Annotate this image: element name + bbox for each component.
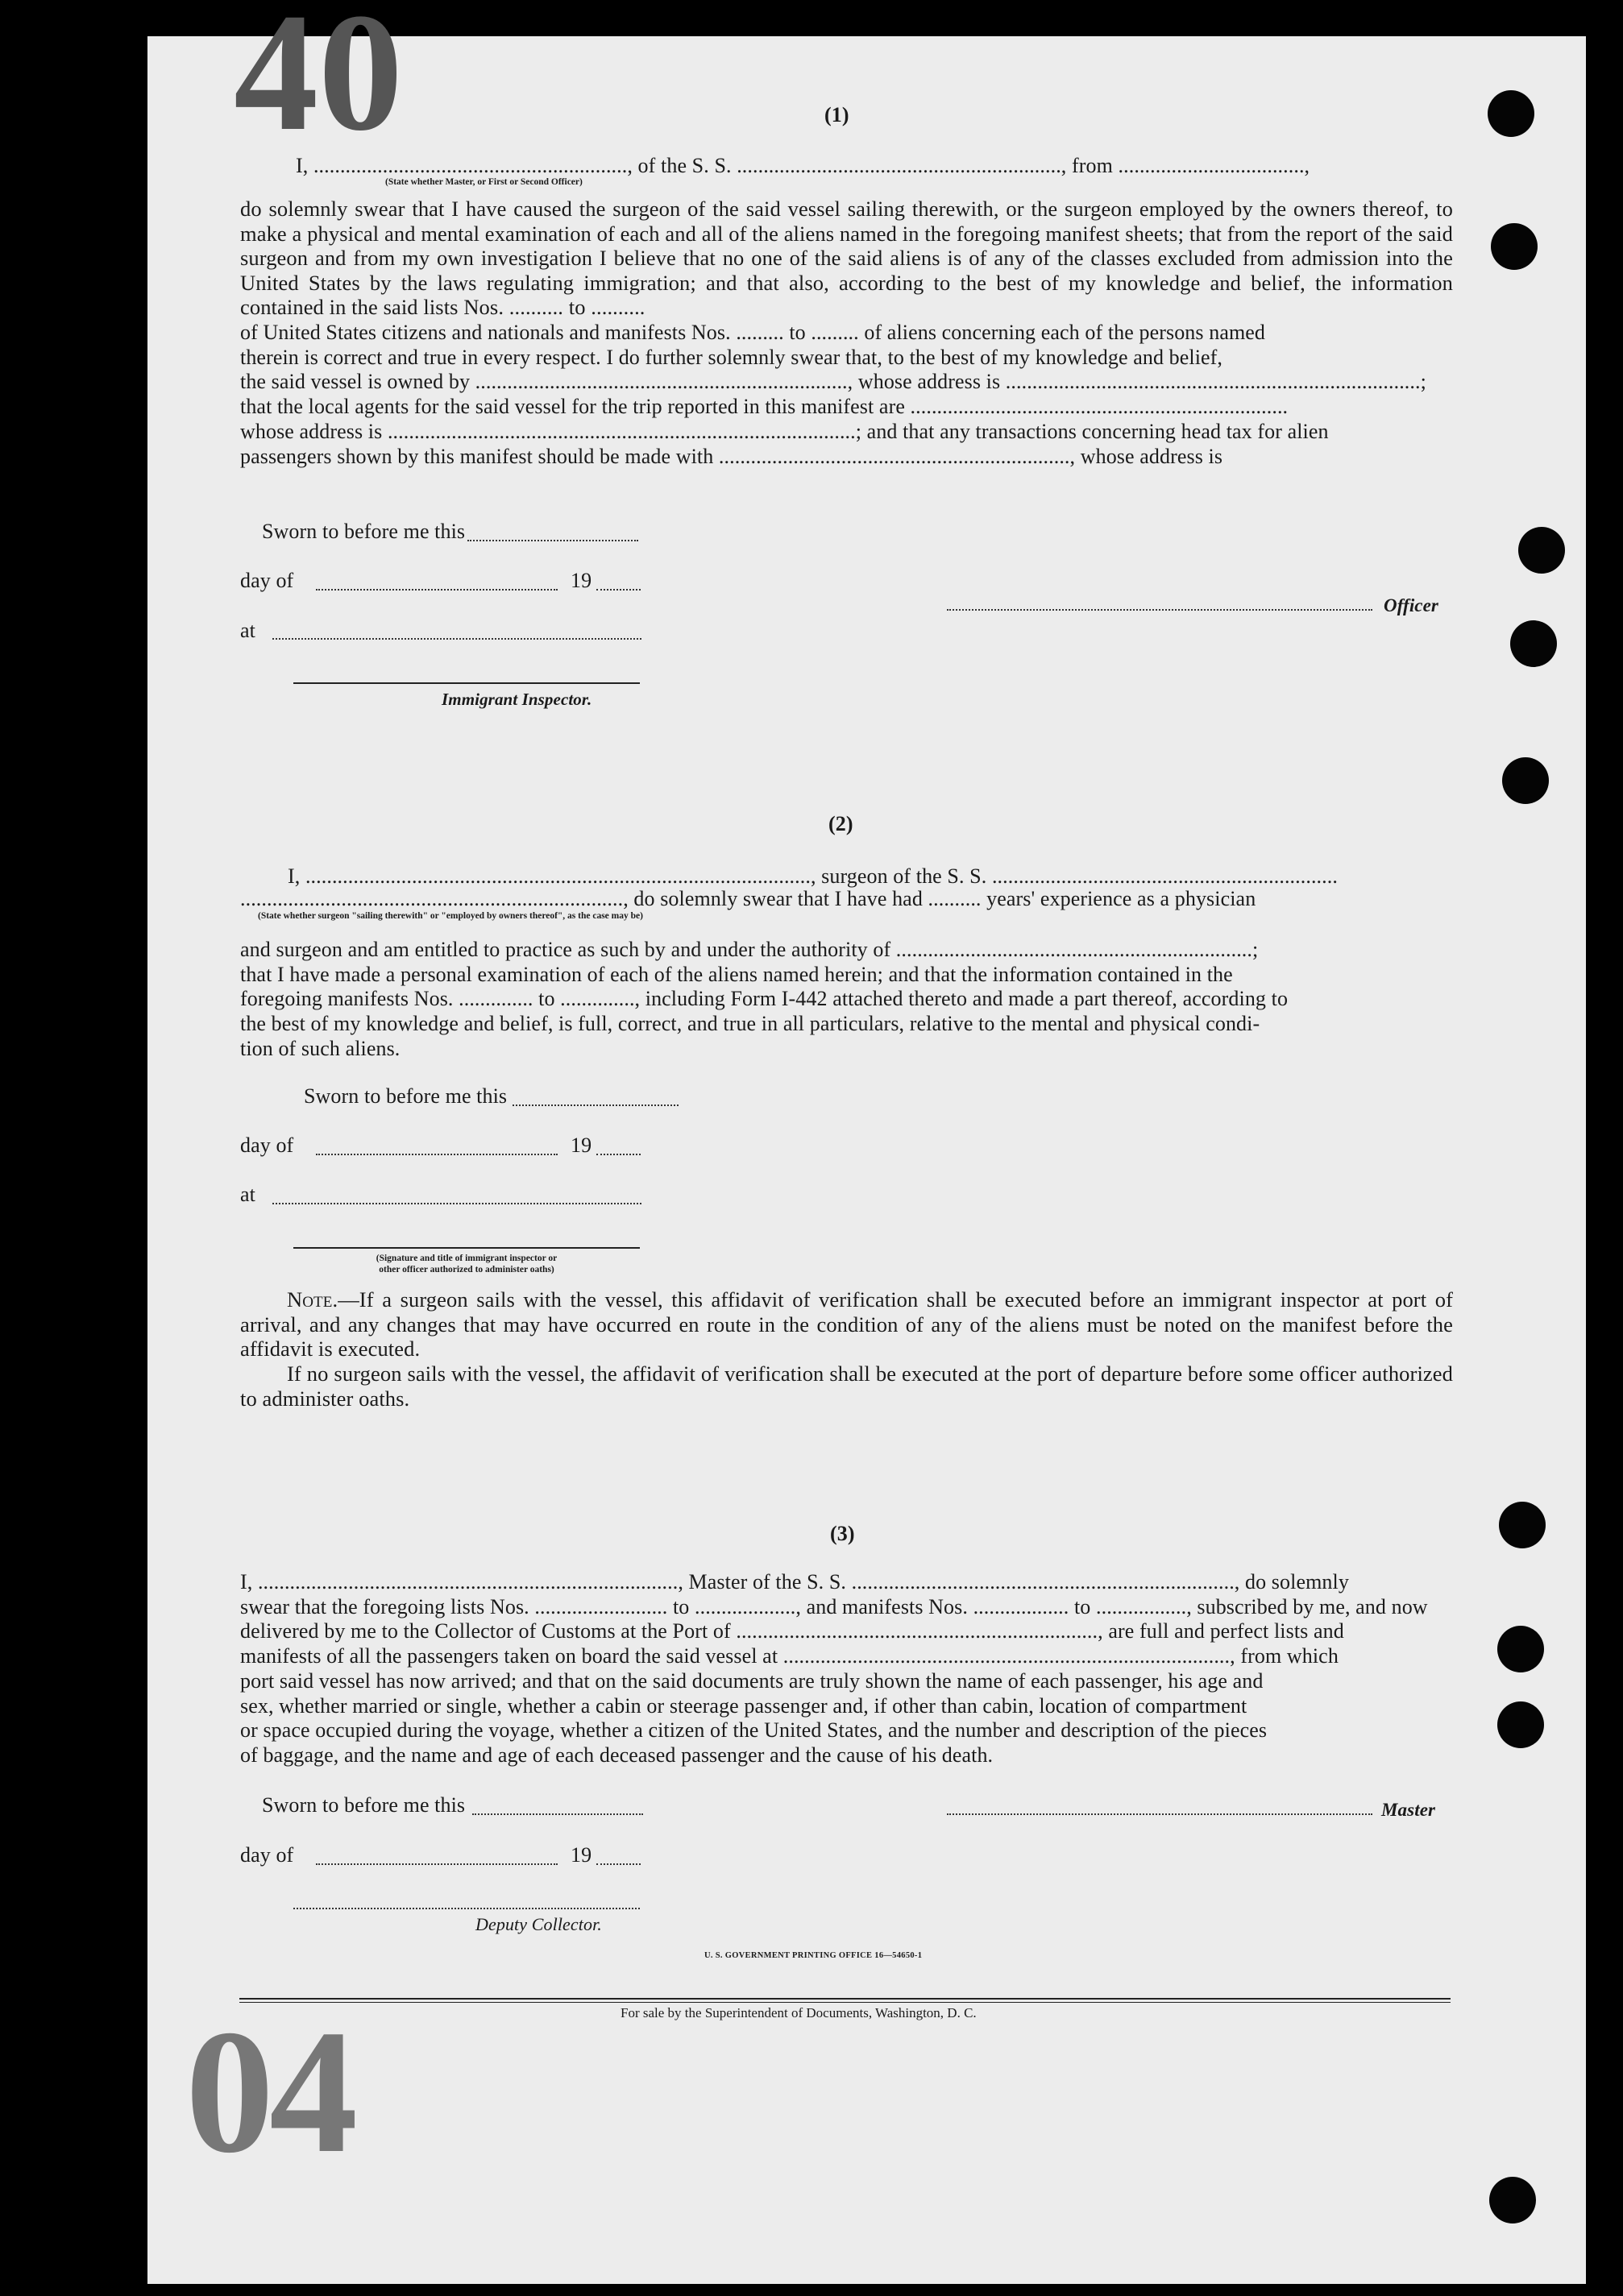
at-label: at xyxy=(240,1183,255,1206)
text-line: manifests of all the passengers taken on board the said vessel at ...................................................................................., from which xyxy=(240,1644,1339,1668)
punch-hole xyxy=(1497,1626,1544,1672)
sworn-label: Sworn to before me this xyxy=(262,520,466,543)
inspector-signature-line xyxy=(293,682,640,684)
text-line: foregoing manifests Nos. .............. to .............., including Form I-442 attached thereto and made a part thereof, according to xyxy=(240,987,1289,1011)
year-field[interactable] xyxy=(596,589,641,591)
officer-label: Officer xyxy=(1384,595,1438,615)
officer-signature-field[interactable] xyxy=(947,609,1372,611)
text-line: and surgeon and am entitled to practice as such by and under the authority of ...................................................................; xyxy=(240,938,1259,961)
year-label: 19 xyxy=(571,1133,592,1157)
note-text: —If a surgeon sails with the vessel, this affidavit of verification shall be executed before an immigrant inspector at port of arrival, and any changes that may have occurred en route in the condition of any of the aliens must be noted on the manifest before the affidavit is executed. xyxy=(240,1287,1453,1361)
at-field[interactable] xyxy=(272,1203,641,1204)
text-line: tion of such aliens. xyxy=(240,1036,401,1060)
day-field[interactable] xyxy=(316,1154,558,1155)
punch-hole xyxy=(1488,90,1534,137)
sworn-date-field[interactable] xyxy=(472,1813,643,1815)
no-surgeon-paragraph: If no surgeon sails with the vessel, the affidavit of verification shall be executed at the port of departure before some officer authorized to administer oaths. xyxy=(240,1361,1453,1411)
deputy-label: Deputy Collector. xyxy=(475,1914,602,1934)
note-label: Note. xyxy=(287,1287,338,1312)
year-label: 19 xyxy=(571,1843,592,1867)
text-line: of baggage, and the name and age of each deceased passenger and the cause of his death. xyxy=(240,1743,994,1767)
text-line: the best of my knowledge and belief, is full, correct, and true in all particulars, relative to the mental and physical condi- xyxy=(240,1012,1260,1036)
punch-hole xyxy=(1502,757,1549,804)
sworn-label: Sworn to before me this xyxy=(304,1084,508,1108)
stamp-number-top: 40 xyxy=(234,0,403,166)
inspector-signature-line xyxy=(293,1247,640,1249)
day-label: day of xyxy=(240,1843,294,1867)
master-signature-field[interactable] xyxy=(947,1813,1372,1815)
section-number: (2) xyxy=(828,812,853,835)
day-field[interactable] xyxy=(316,1863,558,1865)
section1-body: do solemnly swear that I have caused the surgeon of the said vessel sailing therewith, or the surgeon employed by the owners thereof, to make a physical and mental examination of each and all of the aliens named in the foregoing manifest sheets; that from the report of the said surgeon and from my own investigation I believe that no one of the said aliens is of any of the classes excluded from admission into the United States by the laws regulating immigration; and that also, according to the best of my knowledge and belief, the information contained in the said lists Nos. .......... to .......... xyxy=(240,197,1453,320)
text-line: port said vessel has now arrived; and that on the said documents are truly shown the name of each passenger, his age and xyxy=(240,1668,1264,1693)
text-line: or space occupied during the voyage, whether a citizen of the United States, and the number and description of the pieces xyxy=(240,1718,1268,1743)
surgeon-oath-line-2: ........................................................................, do solemnly swear that I have had .......... years' experience as a physician xyxy=(240,887,1256,910)
sworn-date-field[interactable] xyxy=(467,540,638,541)
punch-hole xyxy=(1518,527,1565,574)
sworn-date-field[interactable] xyxy=(513,1104,679,1106)
year-field[interactable] xyxy=(596,1863,641,1865)
text-line: delivered by me to the Collector of Customs at the Port of ...................................................................., are full and perfect lists and xyxy=(240,1619,1344,1643)
punch-hole xyxy=(1489,2177,1536,2223)
surgeon-note-paragraph xyxy=(240,1287,1453,1361)
text-line: sex, whether married or single, whether a cabin or steerage passenger and, if other than cabin, location of compartment xyxy=(240,1693,1247,1718)
text-line: whose address is ........................................................................................; and that any transactions concerning head tax for alien xyxy=(240,419,1329,443)
text-line: that I have made a personal examination of each of the aliens named herein; and that the information contained in the xyxy=(240,962,1233,986)
section-number: (1) xyxy=(824,103,849,126)
inspector-label: Immigrant Inspector. xyxy=(442,690,592,709)
section-number: (3) xyxy=(830,1522,855,1545)
year-label: 19 xyxy=(571,569,592,592)
punch-hole xyxy=(1497,1701,1544,1748)
footer-rule xyxy=(239,1998,1451,2000)
text-line: the said vessel is owned by ......................................................................, whose address is ..............................................................................; xyxy=(240,370,1426,394)
master-label: Master xyxy=(1381,1800,1436,1820)
text-line: of United States citizens and nationals and manifests Nos. ......... to ......... of aliens concerning each of the persons named xyxy=(240,321,1266,344)
sale-notice: For sale by the Superintendent of Documents, Washington, D. C. xyxy=(621,2005,977,2020)
punch-hole xyxy=(1510,620,1557,667)
master-oath-line: I, ..........................................................., of the S. S. ............................................................., from ..................................., xyxy=(296,154,1310,177)
day-label: day of xyxy=(240,569,294,592)
punch-hole xyxy=(1499,1502,1546,1548)
printing-office-imprint: U. S. GOVERNMENT PRINTING OFFICE 16—54650-1 xyxy=(704,1951,923,1960)
day-label: day of xyxy=(240,1133,294,1157)
text-line: passengers shown by this manifest should be made with .................................................................., whose address is xyxy=(240,444,1223,468)
text-line: I, ..............................................................................., Master of the S. S. ........................................................................, do solemnly xyxy=(240,1570,1349,1594)
footer-rule xyxy=(239,2002,1451,2003)
sworn-label: Sworn to before me this xyxy=(262,1793,466,1817)
text-line: that the local agents for the said vessel for the trip reported in this manifest are ....................................................................... xyxy=(240,395,1289,419)
stamp-number-bottom: 04 xyxy=(185,1993,353,2190)
officer-note: (State whether Master, or First or Second Officer) xyxy=(385,177,583,187)
at-field[interactable] xyxy=(272,638,641,640)
deputy-signature-field[interactable] xyxy=(293,1908,640,1909)
at-label: at xyxy=(240,619,255,642)
year-field[interactable] xyxy=(596,1154,641,1155)
surgeon-oath-line: I, ..............................................................................................., surgeon of the S. S. ................................................................. xyxy=(288,864,1338,888)
punch-hole xyxy=(1491,223,1538,270)
text-line: therein is correct and true in every respect. I do further solemnly swear that, to the best of my knowledge and belief, xyxy=(240,345,1223,369)
surgeon-note: (State whether surgeon "sailing therewith" or "employed by owners thereof", as the case may be) xyxy=(258,911,643,921)
day-field[interactable] xyxy=(316,589,558,591)
text-line: swear that the foregoing lists Nos. ......................... to ..................., and manifests Nos. .................. to ................., subscribed by me, and now xyxy=(240,1594,1428,1618)
signature-note: (Signature and title of immigrant inspector or other officer authorized to administer oaths) xyxy=(376,1254,558,1274)
